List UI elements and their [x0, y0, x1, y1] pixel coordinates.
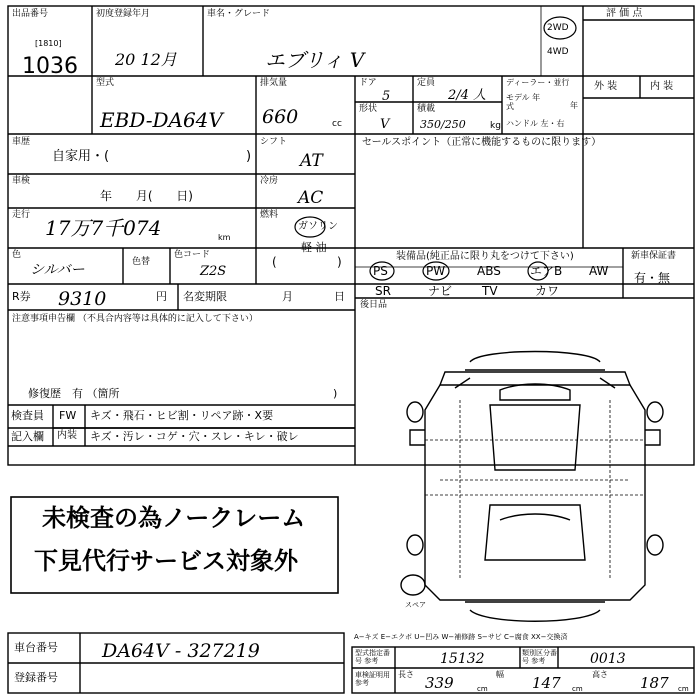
fw-items: キズ・飛石・ヒビ割・リペア跡・X要 [90, 409, 274, 422]
displacement-value: 660 [262, 106, 299, 128]
dealer-label: ディーラー・並行 [506, 78, 570, 87]
history-value: 自家用・( [52, 149, 110, 164]
length-unit: cm [477, 685, 488, 693]
equip-ps: PS [373, 264, 388, 278]
category-label: 類別区分番号 参考 [522, 649, 557, 665]
doors-value: 5 [382, 89, 391, 104]
color-code-label: 色コード [174, 250, 211, 260]
drive-4wd: 4WD [547, 47, 569, 57]
model-year-label: モデル 年式 [506, 93, 541, 111]
fuel-diesel: 軽 油 [301, 241, 327, 254]
inspector-label-2: 記入欄 [11, 430, 44, 443]
equip-leather: カワ [535, 284, 560, 298]
equip-navi: ナビ [428, 284, 453, 298]
fuel-close: ) [337, 255, 342, 269]
model-year-unit: 年 [570, 101, 578, 110]
equip-aw: AW [589, 264, 609, 278]
shift-label: シフト [260, 137, 288, 147]
inspection-label: 車検 [12, 176, 31, 186]
interior-label: 内 装 [650, 81, 674, 92]
warranty-value: 有・無 [634, 271, 671, 285]
color-label: 色 [12, 250, 22, 260]
later-docs-label: 後日品 [360, 300, 388, 310]
sales-point-label: セールスポイント（正常に機能するものに限ります） [362, 137, 602, 148]
height-value: 187 [640, 674, 669, 692]
equip-sr: SR [375, 284, 391, 298]
color-code-value: Z2S [200, 264, 227, 279]
handle-label: ハンドル 左・右 [506, 119, 565, 128]
capacity-label: 定員 [417, 78, 436, 88]
shape-value: V [380, 117, 390, 132]
recycle-unit: 円 [156, 290, 167, 303]
first-reg-label: 初度登録年月 [96, 9, 151, 19]
fuel-open: ( [272, 255, 277, 269]
capacity-value: 2/4 人 [448, 88, 487, 103]
displacement-unit: cc [332, 119, 342, 129]
aircon-label: 冷房 [260, 176, 279, 186]
load-value: 350/250 [420, 118, 466, 131]
stamp-line-1: 未検査の為ノークレーム [42, 504, 306, 532]
fw-label: FW [59, 409, 77, 422]
color-swap-label: 色替 [132, 257, 151, 267]
drive-2wd: 2WD [547, 23, 569, 33]
fuel-label: 燃料 [260, 210, 279, 220]
rating-label: 評 価 点 [606, 8, 643, 19]
cert-label: 車検証明用 参考 [355, 671, 390, 687]
type-designation-label: 型式指定番号 参考 [355, 649, 390, 665]
auction-code: [1810] [35, 39, 62, 48]
height-unit: cm [678, 685, 689, 693]
warranty-label: 新車保証書 [631, 251, 677, 261]
category-value: 0013 [590, 651, 626, 667]
model-grade-value: エブリィ V [265, 48, 365, 72]
model-grade-label: 車名・グレード [207, 9, 271, 19]
equipment-label: 装備品(純正品に限り丸をつけて下さい) [396, 251, 574, 262]
recycle-label: R券 [12, 290, 31, 303]
interior-insp-label: 内装 [57, 430, 77, 441]
name-change-month: 月 [282, 290, 293, 303]
equip-tv: TV [482, 284, 498, 298]
shift-value: AT [300, 151, 323, 171]
registration-label: 登録番号 [14, 671, 58, 684]
name-change-label: 名変期限 [183, 290, 227, 303]
equip-abs: ABS [477, 264, 501, 278]
equip-pw: PW [426, 264, 446, 278]
name-change-day: 日 [334, 290, 345, 303]
model-code-label: 型式 [96, 78, 115, 88]
lot-label: 出品番号 [12, 9, 49, 19]
notes-label: 注意事項申告欄 （不具合内容等は具体的に記入して下さい） [12, 314, 258, 324]
chassis-value: DA64V - 327219 [102, 640, 260, 662]
displacement-label: 排気量 [260, 78, 288, 88]
recycle-value: 9310 [58, 288, 107, 310]
shape-label: 形状 [359, 104, 378, 114]
stamp-line-2: 下見代行サービス対象外 [34, 547, 298, 575]
history-close: ) [246, 149, 252, 164]
repair-label: 修復歴 有 （箇所 [28, 387, 120, 400]
doors-label: ドア [359, 78, 377, 88]
aircon-value: AC [298, 188, 324, 208]
mileage-label: 走行 [12, 210, 31, 220]
chassis-label: 車台番号 [14, 641, 58, 654]
interior-insp-items: キズ・汚レ・コゲ・穴・スレ・キレ・破レ [90, 430, 299, 443]
inspector-label-1: 検査員 [11, 409, 44, 422]
exterior-label: 外 装 [594, 81, 618, 92]
spare-label: スペア [405, 601, 426, 609]
damage-legend: A−キズ E−エクボ U−凹み W−補修跡 S−サビ C−腐食 XX−交換済 [354, 633, 568, 641]
width-label: 幅 [496, 670, 504, 679]
color-value: シルバー [30, 262, 85, 278]
repair-close: ) [333, 387, 338, 400]
inspection-value: 年 月( 日) [100, 189, 193, 203]
width-value: 147 [532, 674, 561, 692]
load-label: 積載 [417, 104, 436, 114]
height-label: 高さ [592, 670, 608, 679]
fuel-gasoline: ガソリン [298, 221, 338, 232]
mileage-unit: km [218, 233, 231, 242]
lot-number: 1036 [22, 54, 78, 79]
length-label: 長さ [398, 670, 414, 679]
history-label: 車歴 [12, 137, 31, 147]
model-code-value: EBD-DA64V [100, 108, 223, 132]
load-unit: kg [490, 121, 501, 131]
mileage-value: 17万7千074 [45, 216, 162, 240]
length-value: 339 [425, 674, 454, 692]
type-designation-value: 15132 [440, 651, 485, 667]
first-reg-value: 20 12月 [115, 50, 177, 69]
width-unit: cm [572, 685, 583, 693]
equip-airbag: エアB [530, 264, 563, 278]
